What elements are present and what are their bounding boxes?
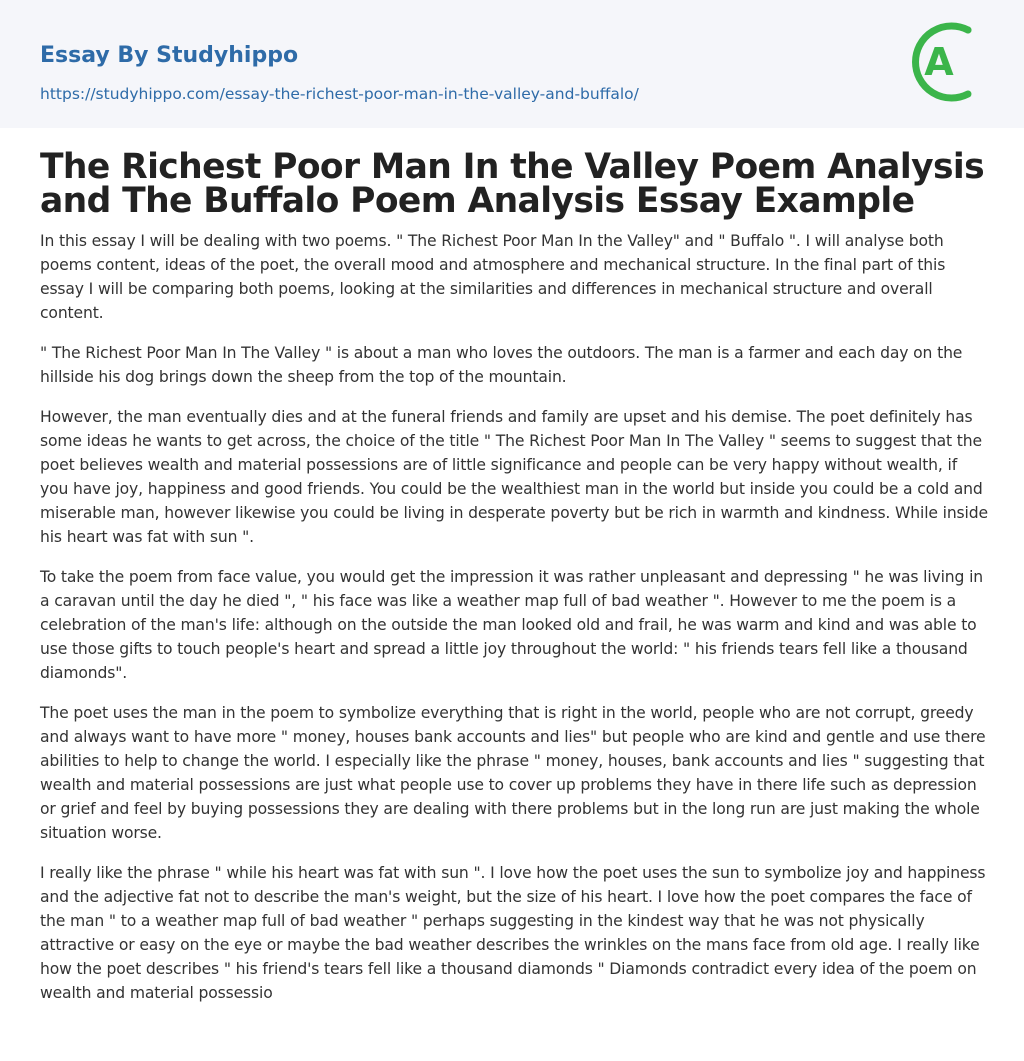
site-brand[interactable]: Essay By Studyhippo — [40, 43, 299, 68]
essay-paragraph: However, the man eventually dies and at the funeral friends and family are upset and his demise. The poet definitely has some ideas he wants to get across, the choice of the title " The Richest Poor Man In The Valley " seems to suggest that the poet believes wealth and material possessions are of little significance and people can be very happy without wealth, if you have joy, happiness and good friends. You could be the wealthiest man in the world but inside you could be a cold and miserable man, however likewise you could be living in desperate poverty but be rich in warmth and kindness. While inside his heart was fat with sun ". — [40, 408, 988, 546]
essay-paragraph: I really like the phrase " while his heart was fat with sun ". I love how the poet uses the sun to symbolize joy and happiness and the adjective fat not to describe the man's weight, but the size of his heart. I love how the poet compares the face of the man " to a weather map full of bad weather " perhaps suggesting in the kindest way that he was not physically attractive or easy on the eye or maybe the bad weather describes the wrinkles on the mans face from old age. I really like how the poet describes " his friend's tears fell like a thousand diamonds " Diamonds contradict every idea of the poem on wealth and material possessio — [40, 864, 986, 1002]
essay-paragraph: " The Richest Poor Man In The Valley " is about a man who loves the outdoors. The man is a farmer and each day on the hillside his dog brings down the sheep from the top of the mountain. — [40, 344, 963, 386]
essay-paragraph: The poet uses the man in the poem to symbolize everything that is right in the world, people who are not corrupt, greedy and always want to have more " money, houses bank accounts and lies" but people who are kind and gentle and use there abilities to help to change the world. I especially like the phrase " money, houses, bank accounts and lies " suggesting that wealth and material possessions are just what people use to cover up problems they have in there life such as depression or grief and feel by buying possessions they are dealing with there problems but in the long run are just making the whole situation worse. — [40, 704, 986, 842]
essay-title-line-1: The Richest Poor Man In the Valley Poem Analysis — [40, 147, 985, 187]
site-header — [0, 0, 1024, 128]
essay-url-link[interactable]: https://studyhippo.com/essay-the-richest-poor-man-in-the-valley-and-buffalo/ — [40, 85, 639, 103]
essay-title-line-2: and The Buffalo Poem Analysis Essay Example — [40, 181, 915, 221]
essay-paragraph: To take the poem from face value, you would get the impression it was rather unpleasant and depressing " he was living in a caravan until the day he died ", " his face was like a weather map full of bad weather ". However to me the poem is a celebration of the man's life: although on the outside the man looked old and frail, he was warm and kind and was able to use those gifts to touch people's heart and spread a little joy throughout the world: " his friends tears fell like a thousand diamonds". — [40, 568, 983, 682]
essay-title — [40, 147, 1000, 221]
essay-body — [40, 229, 988, 1021]
studyhippo-logo-icon[interactable] — [910, 18, 988, 106]
essay-paragraph: In this essay I will be dealing with two poems. " The Richest Poor Man In the Valley" and " Buffalo ". I will analyse both poems content, ideas of the poet, the overall mood and atmosphere and mechanical structure. In the final part of this essay I will be comparing both poems, looking at the similarities and differences in mechanical structure and overall content. — [40, 232, 946, 322]
logo-letter: A — [924, 40, 954, 84]
